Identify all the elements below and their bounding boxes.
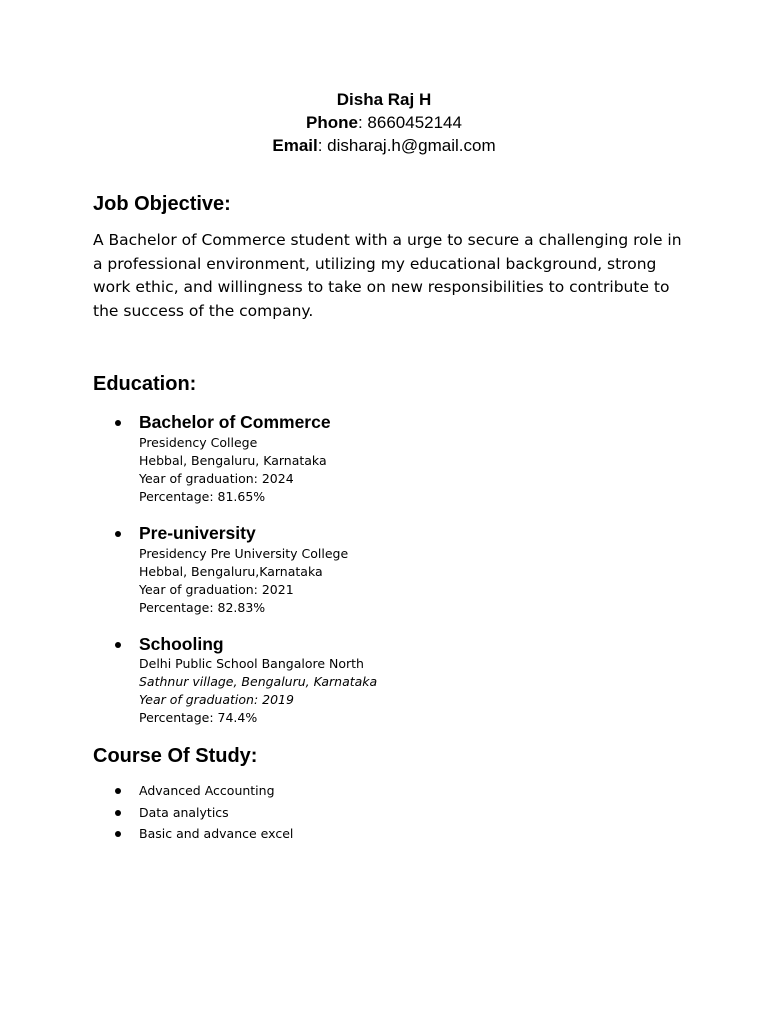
bullet-icon: [115, 810, 121, 816]
bullet-icon: [115, 531, 121, 537]
job-objective-heading: Job Objective:: [93, 193, 231, 215]
graduation-year: Year of graduation: 2021: [139, 582, 294, 597]
percentage: Percentage: 82.83%: [139, 600, 266, 615]
education-details: [139, 545, 348, 617]
job-objective-text: A Bachelor of Commerce student with a urge to secure a challenging role in a professional environment, utilizing my educational background, strong work ethic, and willingness to take on new responsibilities to contribute to the success of the company.: [93, 231, 682, 321]
phone-line: [0, 111, 768, 134]
bullet-icon: [115, 788, 121, 794]
email-label: Email: [272, 136, 318, 155]
bullet-icon: [115, 642, 121, 648]
list-item: [93, 802, 493, 824]
course-name: Data analytics: [139, 804, 229, 820]
candidate-name: Disha Raj H: [336, 90, 432, 109]
course-of-study-heading: Course Of Study:: [93, 745, 258, 767]
location: Hebbal, Bengaluru, Karnataka: [139, 453, 327, 468]
institution: Delhi Public School Bangalore North: [139, 656, 364, 671]
location: Hebbal, Bengaluru,Karnataka: [139, 564, 323, 579]
phone-value: : 8660452144: [357, 113, 462, 132]
degree-title: Pre-university: [139, 523, 256, 543]
institution: Presidency Pre University College: [139, 546, 349, 561]
graduation-year: Year of graduation: 2019: [139, 692, 294, 707]
email-line: [0, 134, 768, 157]
graduation-year: Year of graduation: 2024: [139, 471, 294, 486]
degree-title: Bachelor of Commerce: [139, 412, 331, 432]
percentage: Percentage: 74.4%: [139, 710, 258, 725]
bullet-icon: [115, 420, 121, 426]
course-list: [93, 780, 493, 845]
list-item: [93, 780, 493, 802]
email-value: : disharaj.h@gmail.com: [317, 136, 496, 155]
institution: Presidency College: [139, 435, 258, 450]
education-heading: Education:: [93, 373, 197, 395]
education-details: [139, 655, 377, 727]
percentage: Percentage: 81.65%: [139, 489, 266, 504]
course-name: Basic and advance excel: [139, 826, 294, 841]
education-details: [139, 434, 327, 506]
phone-label: Phone: [306, 113, 358, 132]
course-name: Advanced Accounting: [139, 783, 275, 798]
contact-header: [0, 88, 768, 157]
bullet-icon: [115, 831, 121, 837]
location: Sathnur village, Bengaluru, Karnataka: [139, 674, 378, 689]
degree-title: Schooling: [139, 634, 224, 654]
list-item: [93, 823, 493, 845]
